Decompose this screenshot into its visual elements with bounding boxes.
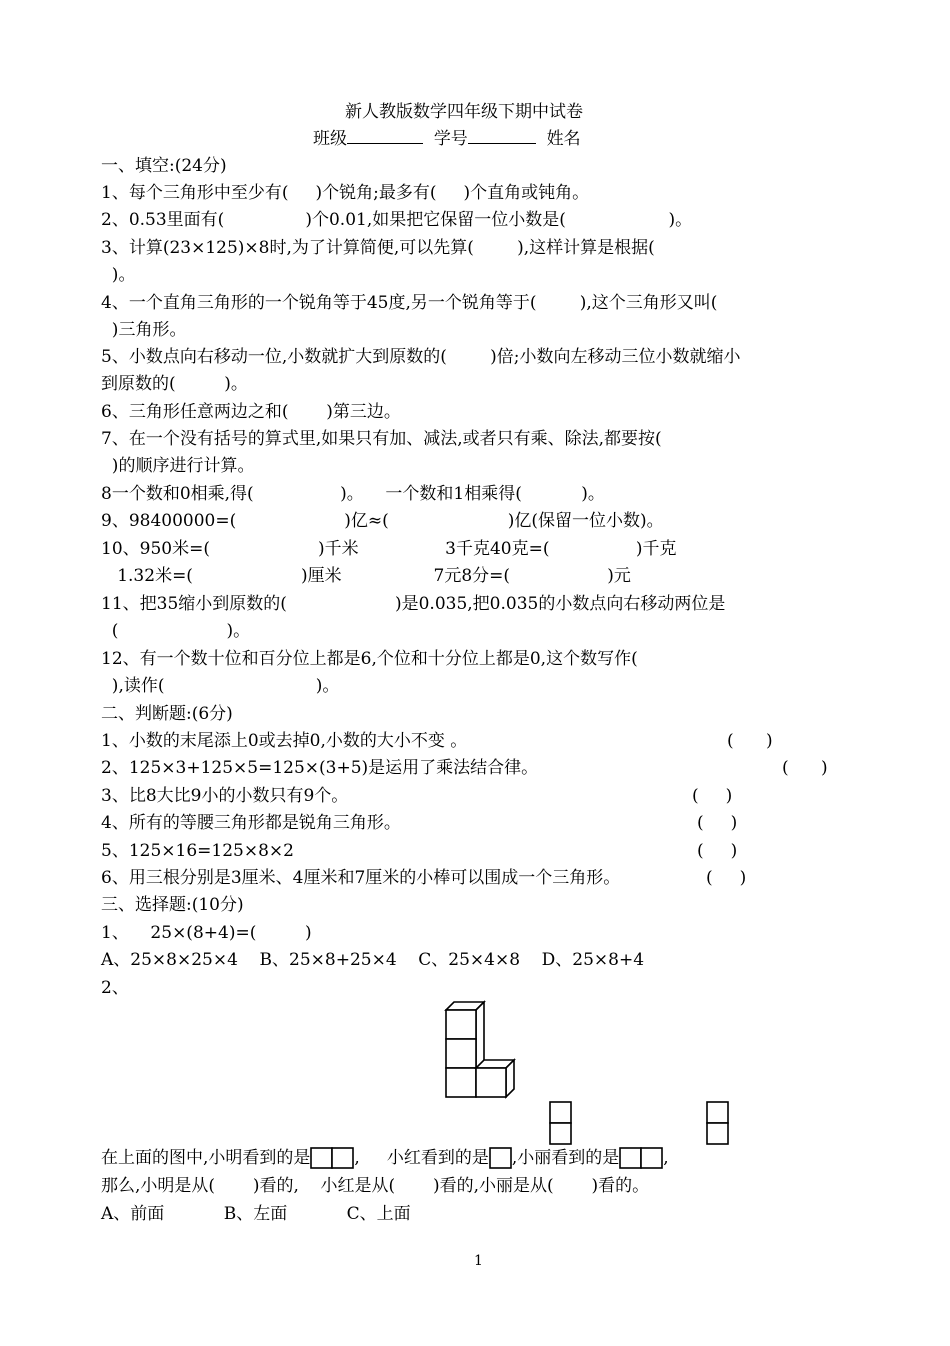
- fill-line-7: 7、在一个没有括号的算式里,如果只有加、减法,或者只有乘、除法,都要按(: [101, 429, 662, 449]
- view-xiaoming: [310, 1147, 354, 1169]
- choice-q1-options: A、25×8×25×4 B、25×8+25×4 C、25×4×8 D、25×8+4: [101, 950, 645, 970]
- fill-line-1: 1、每个三角形中至少有( )个锐角;最多有( )个直角或钝角。: [101, 183, 590, 203]
- fill-line-4: 4、一个直角三角形的一个锐角等于45度,另一个锐角等于( ),这个三角形又叫(: [101, 293, 718, 313]
- fill-line-3: 3、计算(23×125)×8时,为了计算简便,可以先算( ),这样计算是根据(: [101, 238, 655, 258]
- judge-item-2: 2、125×3+125×5=125×(3+5)是运用了乘法结合律。: [101, 758, 539, 778]
- fill-line-8: 8一个数和0相乘,得( )。 一个数和1相乘得( )。: [101, 484, 605, 504]
- page-number: 1: [474, 1253, 483, 1269]
- choice-q2-line2: 那么,小明是从( )看的, 小红是从( )看的,小丽是从( )看的。: [101, 1176, 650, 1196]
- section2-heading: 二、判断题:(6分): [101, 704, 233, 724]
- cube-figure: [440, 1000, 520, 1100]
- q2-text-b: , 小红看到的是: [354, 1148, 489, 1168]
- judge-item-5: 5、125×16=125×8×2: [101, 841, 294, 861]
- judge-item-1: 1、小数的末尾添上0或去掉0,小数的大小不变 。: [101, 731, 468, 751]
- judge-paren-6: ( ): [706, 868, 747, 888]
- fill-line-6: 6、三角形任意两边之和( )第三边。: [101, 402, 401, 422]
- fill-line-5b: 到原数的( )。: [101, 374, 248, 394]
- fill-line-4b: )三角形。: [101, 320, 187, 340]
- fill-line-3b: )。: [101, 265, 136, 285]
- number-blank: [468, 129, 536, 144]
- fill-line-10: 10、950米=( )千米 3千克40克=( )千克: [101, 539, 677, 559]
- q2-text-d: ,: [663, 1148, 669, 1168]
- judge-paren-3: ( ): [692, 786, 733, 806]
- judge-item-3: 3、比8大比9小的小数只有9个。: [101, 786, 349, 806]
- view-xiaoli-tall: [706, 1101, 730, 1171]
- choice-q2-options: A、前面 B、左面 C、上面: [101, 1204, 411, 1224]
- judge-paren-4: ( ): [697, 813, 738, 833]
- fill-line-12b: ),读作( )。: [101, 676, 340, 696]
- class-label: 班级: [313, 129, 347, 149]
- fill-line-11b: ( )。: [101, 621, 251, 641]
- choice-q1: 1、 25×(8+4)=( ): [101, 923, 312, 943]
- judge-item-6: 6、用三根分别是3厘米、4厘米和7厘米的小棒可以围成一个三角形。: [101, 868, 621, 888]
- student-info-row: [313, 128, 581, 150]
- fill-line-12: 12、有一个数十位和百分位上都是6,个位和十分位上都是0,这个数写作(: [101, 649, 638, 669]
- choice-q2-number: 2、: [101, 978, 129, 998]
- q2-text-c: ,小丽看到的是: [511, 1148, 620, 1168]
- judge-item-4: 4、所有的等腰三角形都是锐角三角形。: [101, 813, 401, 833]
- fill-line-5: 5、小数点向右移动一位,小数就扩大到原数的( )倍;小数向左移动三位小数就缩小: [101, 347, 741, 367]
- section3-heading: 三、选择题:(10分): [101, 895, 244, 915]
- fill-line-2: 2、0.53里面有( )个0.01,如果把它保留一位小数是( )。: [101, 210, 693, 230]
- name-label: 姓名: [546, 129, 581, 149]
- fill-line-11: 11、把35缩小到原数的( )是0.035,把0.035的小数点向右移动两位是: [101, 594, 726, 614]
- section1-heading: 一、填空:(24分): [101, 156, 227, 176]
- fill-line-9: 9、98400000=( )亿≈( )亿(保留一位小数)。: [101, 511, 664, 531]
- fill-line-7b: )的顺序进行计算。: [101, 456, 255, 476]
- class-blank: [347, 129, 423, 144]
- q2-text-a: 在上面的图中,小明看到的是: [101, 1148, 311, 1168]
- page-title: 新人教版数学四年级下期中试卷: [345, 102, 583, 122]
- judge-paren-2: ( ): [782, 758, 828, 778]
- judge-paren-1: ( ): [727, 731, 773, 751]
- number-label: 学号: [433, 129, 468, 149]
- view-xiaohong: [489, 1147, 512, 1169]
- choice-q2-text: [101, 1147, 669, 1169]
- judge-paren-5: ( ): [697, 841, 738, 861]
- view-xiaoli: [619, 1147, 663, 1169]
- fill-line-10b: 1.32米=( )厘米 7元8分=( )元: [101, 566, 631, 586]
